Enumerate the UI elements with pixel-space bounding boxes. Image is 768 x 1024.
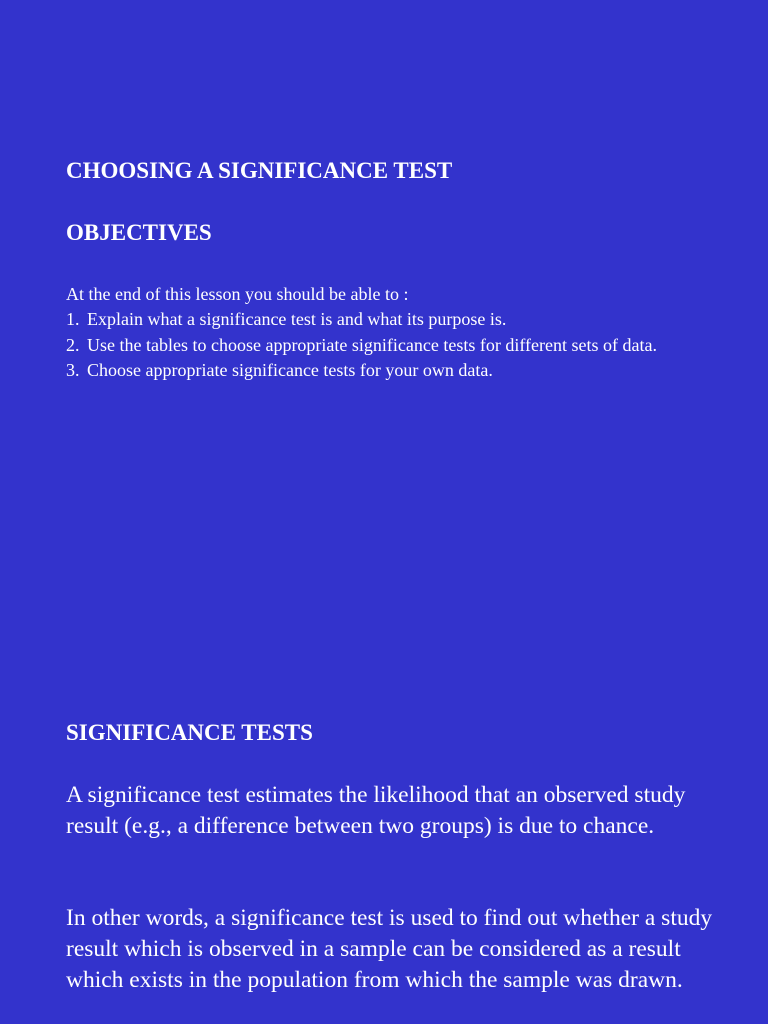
- definition-paragraph: A significance test estimates the likelihood that an observed study result (e.g., a difference between two groups) is due to chance.: [66, 782, 686, 839]
- list-item: [66, 333, 706, 359]
- list-item-text: Explain what a significance test is and what its purpose is.: [87, 309, 507, 329]
- slide-objectives: [0, 0, 768, 500]
- slide-significance-tests: [0, 500, 768, 1024]
- page-title: CHOOSING A SIGNIFICANCE TEST: [66, 158, 453, 183]
- list-item-text: Use the tables to choose appropriate significance tests for different sets of data.: [87, 334, 657, 355]
- significance-tests-heading: SIGNIFICANCE TESTS: [66, 720, 313, 745]
- objectives-intro: At the end of this lesson you should be able to :: [66, 284, 409, 304]
- objectives-heading: OBJECTIVES: [66, 220, 212, 245]
- explanation-paragraph: In other words, a significance test is used to find out whether a study result which is observed in a sample can be considered as a result which exists in the population from which the sample was drawn.: [66, 905, 713, 993]
- list-item: [66, 307, 706, 333]
- list-item-number: 2.: [66, 334, 80, 355]
- list-item: [66, 358, 706, 384]
- list-item-number: 1.: [66, 309, 80, 329]
- list-item-text: Choose appropriate significance tests for your own data.: [87, 360, 493, 380]
- list-item-number: 3.: [66, 360, 80, 380]
- objectives-list: [66, 307, 706, 384]
